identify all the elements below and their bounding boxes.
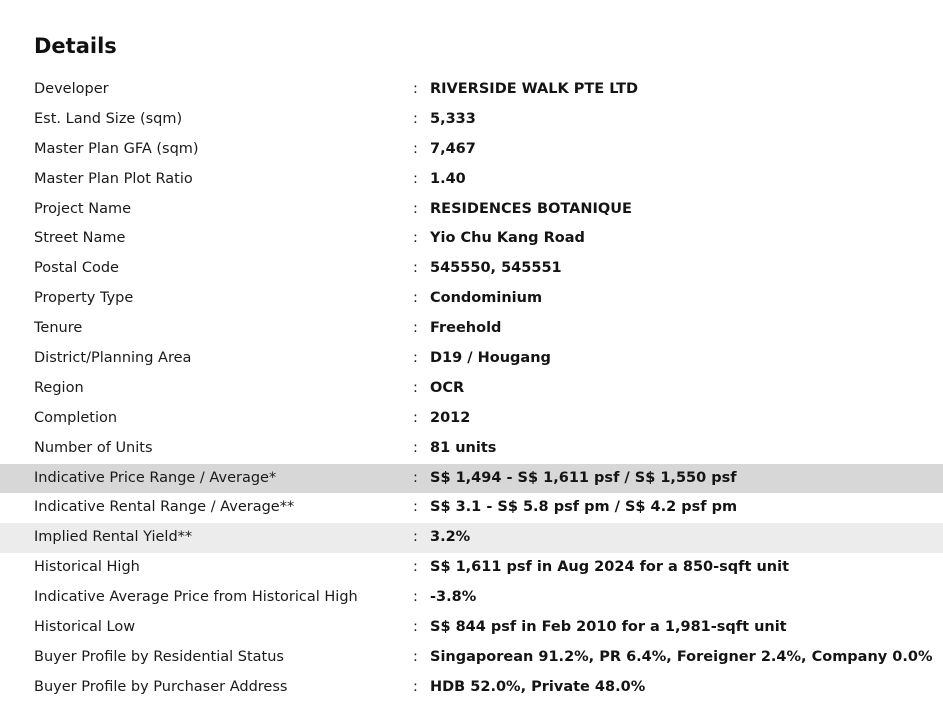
detail-row-price-range	[0, 464, 943, 494]
separator: :	[413, 678, 418, 695]
detail-value: S$ 3.1 - S$ 5.8 psf pm / S$ 4.2 psf pm	[430, 499, 738, 516]
detail-row-property-type	[0, 284, 943, 314]
separator: :	[413, 200, 418, 217]
detail-label: Master Plan Plot Ratio	[34, 170, 193, 187]
detail-label: Est. Land Size (sqm)	[34, 110, 183, 127]
separator: :	[413, 170, 418, 187]
detail-value: RIVERSIDE WALK PTE LTD	[430, 81, 639, 97]
separator: :	[413, 619, 418, 636]
detail-value: Yio Chu Kang Road	[430, 230, 585, 247]
separator: :	[413, 589, 418, 606]
detail-label: Street Name	[34, 230, 126, 247]
detail-row-units	[0, 434, 943, 464]
details-table	[0, 75, 943, 703]
detail-value: 1.40	[430, 170, 466, 187]
detail-row-rental-range	[0, 493, 943, 523]
detail-label: Buyer Profile by Purchaser Address	[34, 678, 288, 695]
detail-label: Region	[34, 379, 84, 396]
detail-label: Tenure	[34, 320, 83, 337]
detail-row-rental-yield	[0, 523, 943, 553]
detail-label: Project Name	[34, 200, 131, 217]
detail-label: Buyer Profile by Residential Status	[34, 648, 284, 665]
detail-label: Property Type	[34, 290, 134, 307]
separator: :	[413, 529, 418, 546]
detail-label: Completion	[34, 409, 118, 426]
detail-value: RESIDENCES BOTANIQUE	[430, 200, 632, 217]
detail-row-land-size	[0, 105, 943, 135]
separator: :	[413, 648, 418, 665]
separator: :	[413, 320, 418, 337]
separator: :	[413, 499, 418, 516]
detail-label: Postal Code	[34, 260, 119, 277]
detail-row-plot-ratio	[0, 165, 943, 195]
detail-row-buyer-address	[0, 673, 943, 703]
separator: :	[413, 290, 418, 307]
separator: :	[413, 439, 418, 456]
detail-value: OCR	[430, 379, 465, 396]
separator: :	[413, 350, 418, 367]
detail-row-gfa	[0, 135, 943, 165]
detail-row-street-name	[0, 224, 943, 254]
detail-label: District/Planning Area	[34, 350, 192, 367]
separator: :	[413, 110, 418, 127]
detail-label: Historical Low	[34, 619, 136, 636]
detail-value: 545550, 545551	[430, 260, 562, 277]
detail-label: Implied Rental Yield**	[34, 529, 193, 546]
detail-value: Condominium	[430, 290, 543, 307]
detail-value: 81 units	[430, 439, 497, 456]
detail-value: S$ 844 psf in Feb 2010 for a 1,981-sqft unit	[430, 619, 787, 636]
detail-label: Developer	[34, 81, 109, 97]
detail-row-region	[0, 374, 943, 404]
detail-value: D19 / Hougang	[430, 350, 551, 367]
separator: :	[413, 469, 418, 486]
detail-label: Historical High	[34, 559, 140, 576]
detail-value: Freehold	[430, 320, 502, 337]
detail-row-developer	[0, 75, 943, 105]
detail-row-tenure	[0, 314, 943, 344]
detail-value: Singaporean 91.2%, PR 6.4%, Foreigner 2.4%, Company 0.0%	[430, 648, 933, 665]
detail-row-postal-code	[0, 254, 943, 284]
page-title: Details	[34, 34, 117, 58]
detail-label: Master Plan GFA (sqm)	[34, 140, 199, 157]
detail-value: 2012	[430, 409, 471, 426]
separator: :	[413, 379, 418, 396]
detail-label: Indicative Average Price from Historical High	[34, 589, 358, 606]
detail-row-completion	[0, 404, 943, 434]
separator: :	[413, 559, 418, 576]
detail-value: 7,467	[430, 140, 476, 157]
detail-value: S$ 1,494 - S$ 1,611 psf / S$ 1,550 psf	[430, 469, 737, 486]
detail-row-historical-low	[0, 613, 943, 643]
detail-row-district	[0, 344, 943, 374]
detail-value: S$ 1,611 psf in Aug 2024 for a 850-sqft unit	[430, 559, 790, 576]
separator: :	[413, 260, 418, 277]
separator: :	[413, 230, 418, 247]
detail-value: 5,333	[430, 110, 476, 127]
detail-row-historical-high	[0, 553, 943, 583]
detail-label: Number of Units	[34, 439, 153, 456]
detail-value: HDB 52.0%, Private 48.0%	[430, 678, 646, 695]
detail-label: Indicative Rental Range / Average**	[34, 499, 295, 516]
detail-value: -3.8%	[430, 589, 477, 606]
detail-label: Indicative Price Range / Average*	[34, 469, 277, 486]
separator: :	[413, 140, 418, 157]
detail-value: 3.2%	[430, 529, 471, 546]
detail-row-avg-from-high	[0, 583, 943, 613]
detail-row-project-name	[0, 195, 943, 225]
separator: :	[413, 81, 418, 97]
detail-row-buyer-residential	[0, 643, 943, 673]
separator: :	[413, 409, 418, 426]
